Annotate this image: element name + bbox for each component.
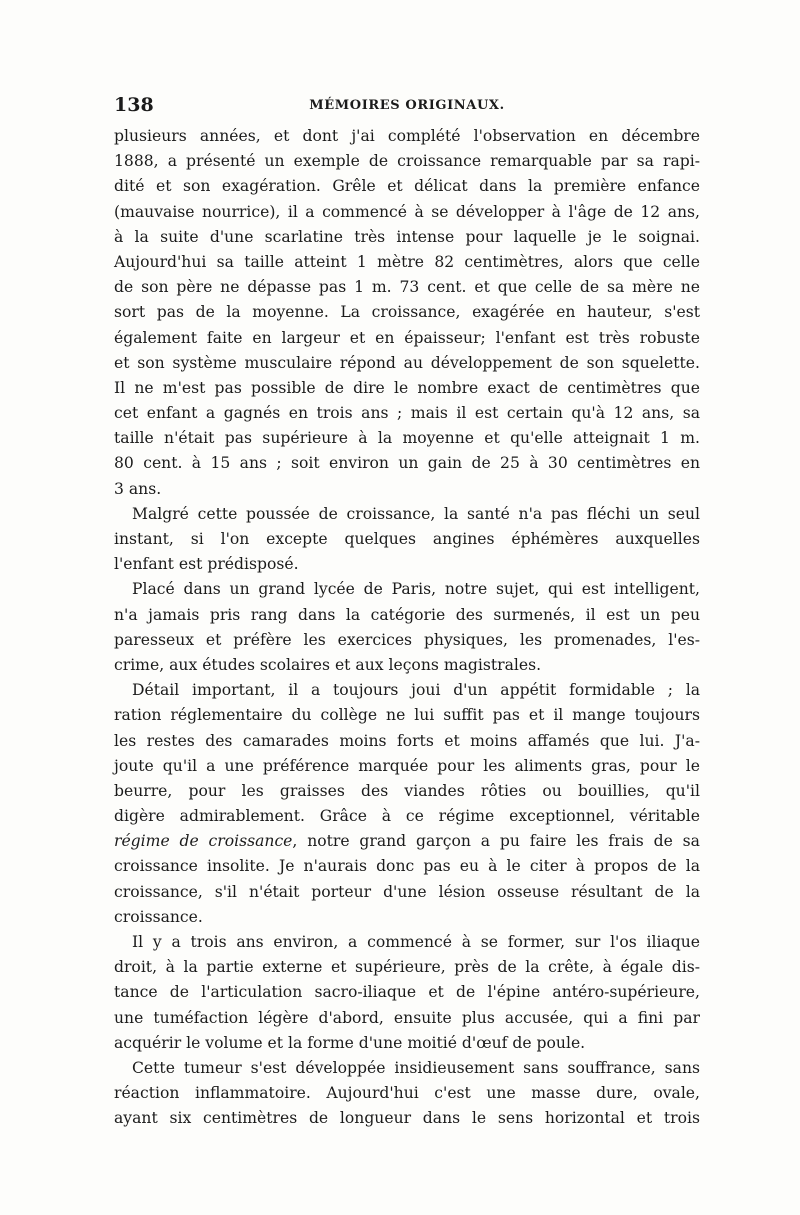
text-line: ayant six centimètres de longueur dans le sens horizontal et trois: [114, 1109, 700, 1128]
text-line: beurre, pour les graisses des viandes rôties ou bouillies, qu'il: [114, 781, 700, 800]
text-line: Il y a trois ans environ, a commencé à se former, sur l'os iliaque: [132, 933, 700, 951]
italic-phrase: régime de croissance: [114, 832, 293, 851]
text-line: cet enfant a gagnés en trois ans ; mais il est certain qu'à 12 ans, sa: [114, 404, 700, 423]
text-line: de son père ne dépasse pas 1 m. 73 cent. et que celle de sa mère ne: [114, 278, 700, 297]
text-line: digère admirablement. Grâce à ce régime exceptionnel, véritable: [114, 807, 700, 826]
text-line: joute qu'il a une préférence marquée pour les aliments gras, pour le: [114, 756, 700, 775]
text-line: taille n'était pas supérieure à la moyenne et qu'elle atteignait 1 m.: [114, 429, 700, 448]
text-line: croissance insolite. Je n'aurais donc pas eu à le citer à propos de la: [114, 857, 700, 876]
text-line: également faite en largeur et en épaisseur; l'enfant est très robuste: [114, 328, 700, 347]
text-line: à la suite d'une scarlatine très intense pour laquelle je le soignai.: [114, 227, 700, 246]
text-line: croissance, s'il n'était porteur d'une lésion osseuse résultant de la: [114, 882, 700, 901]
text-line: crime, aux études scolaires et aux leçons magistrales.: [114, 655, 542, 674]
text-line: régime de croissance, notre grand garçon a pu faire les frais de sa: [114, 832, 700, 851]
text-line: 80 cent. à 15 ans ; soit environ un gain de 25 à 30 centimètres en: [114, 454, 700, 473]
text-line: sort pas de la moyenne. La croissance, exagérée en hauteur, s'est: [114, 303, 700, 322]
book-page: [114, 92, 700, 1132]
text-line: droit, à la partie externe et supérieure, près de la crête, à égale dis-: [114, 958, 700, 977]
text-line: réaction inflammatoire. Aujourd'hui c'est une masse dure, ovale,: [114, 1084, 700, 1103]
text-line: acquérir le volume et la forme d'une moitié d'œuf de poule.: [114, 1033, 586, 1052]
text-line: une tuméfaction légère d'abord, ensuite plus accusée, qui a fini par: [114, 1008, 700, 1027]
text-line: l'enfant est prédisposé.: [114, 555, 299, 574]
text-line: instant, si l'on excepte quelques angines éphémères auxquelles: [114, 530, 700, 548]
page-number: 138: [114, 94, 154, 116]
text-line: tance de l'articulation sacro-iliaque et de l'épine antéro-supérieure,: [114, 983, 700, 1002]
text-line: croissance.: [114, 907, 203, 926]
text-line: paresseux et préfère les exercices physiques, les promenades, l'es-: [114, 630, 700, 649]
text-line: Placé dans un grand lycée de Paris, notre sujet, qui est intelligent,: [132, 580, 700, 599]
text-line: (mauvaise nourrice), il a commencé à se développer à l'âge de 12 ans,: [114, 202, 700, 221]
text-line: et son système musculaire répond au développement de son squelette.: [114, 353, 700, 372]
page-header: [114, 92, 700, 122]
text-line: ration réglementaire du collège ne lui suffit pas et il mange toujours: [114, 706, 700, 725]
text-line: n'a jamais pris rang dans la catégorie des surmenés, il est un peu: [114, 605, 700, 624]
running-title: MÉMOIRES ORIGINAUX.: [309, 98, 505, 113]
text-line: 3 ans.: [114, 479, 162, 498]
text-line: Aujourd'hui sa taille atteint 1 mètre 82 centimètres, alors que celle: [114, 252, 700, 271]
body-text: [114, 124, 700, 1132]
text-line: plusieurs années, et dont j'ai complété l'observation en décembre: [114, 127, 700, 145]
text-line: Malgré cette poussée de croissance, la santé n'a pas fléchi un seul: [132, 504, 700, 523]
text-line: les restes des camarades moins forts et moins affamés que lui. J'a-: [114, 731, 700, 750]
text-line: Cette tumeur s'est développée insidieusement sans souffrance, sans: [132, 1058, 700, 1077]
text-line: Détail important, il a toujours joui d'un appétit formidable ; la: [132, 681, 700, 700]
text-line: dité et son exagération. Grêle et délicat dans la première enfance: [114, 177, 700, 196]
text-line: 1888, a présenté un exemple de croissance remarquable par sa rapi-: [114, 152, 700, 171]
text-line: Il ne m'est pas possible de dire le nombre exact de centimètres que: [114, 378, 700, 397]
